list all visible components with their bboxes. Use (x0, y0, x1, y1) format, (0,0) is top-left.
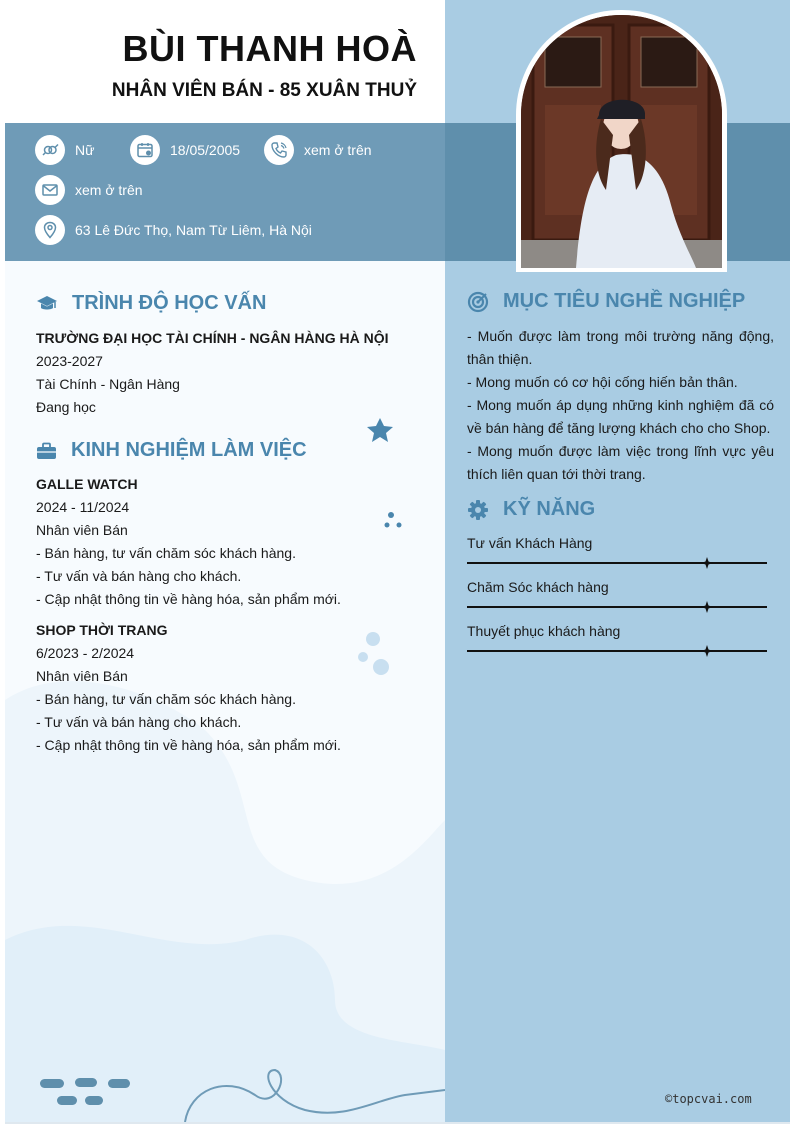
job-duty: - Tư vấn và bán hàng cho khách. (36, 714, 242, 730)
job-duty: - Bán hàng, tư vấn chăm sóc khách hàng. (36, 545, 296, 561)
gender-icon (35, 135, 65, 165)
objective-line: - Mong muốn áp dụng những kinh nghiệm đã có (467, 397, 774, 413)
contact-address (35, 215, 312, 245)
contact-dob (130, 135, 240, 165)
skill-name: Tư vấn Khách Hàng (467, 535, 593, 551)
job-role: Nhân viên Bán (36, 668, 128, 684)
objective-heading (467, 290, 745, 313)
skill-bar (467, 562, 767, 564)
skill-name: Chăm Sóc khách hàng (467, 579, 609, 595)
graduation-cap-icon (36, 295, 58, 313)
job-company: GALLE WATCH (36, 476, 138, 492)
school-name: TRƯỜNG ĐẠI HỌC TÀI CHÍNH - NGÂN HÀNG HÀ NỘI (36, 330, 389, 346)
objective-line: về bán hàng để tăng lượng khách cho cho Shop. (467, 420, 771, 436)
experience-heading (36, 439, 307, 462)
job-duty: - Cập nhật thông tin về hàng hóa, sản phẩm mới. (36, 591, 341, 607)
contact-phone (264, 135, 372, 165)
profile-photo-image (521, 15, 722, 268)
job-role: Nhân viên Bán (36, 522, 128, 538)
job-duty: - Cập nhật thông tin về hàng hóa, sản phẩm mới. (36, 737, 341, 753)
objective-line: - Mong muốn có cơ hội cống hiến bản thân. (467, 374, 738, 390)
objective-line: - Muốn được làm trong môi trường năng động, (467, 328, 774, 344)
email-value: xem ở trên (75, 182, 143, 198)
contact-gender (35, 135, 94, 165)
dob-value: 18/05/2005 (170, 142, 241, 158)
skill-bar (467, 606, 767, 608)
job-duty: - Bán hàng, tư vấn chăm sóc khách hàng. (36, 691, 296, 707)
skill-name: Thuyết phục khách hàng (467, 623, 621, 639)
job-duty: - Tư vấn và bán hàng cho khách. (36, 568, 242, 584)
objective-line: - Mong muốn được làm việc trong lĩnh vực yêu (467, 443, 774, 459)
location-pin-icon (35, 215, 65, 245)
education-status: Đang học (36, 399, 96, 415)
experience-title: KINH NGHIỆM LÀM VIỆC (71, 439, 307, 461)
job-company: SHOP THỜI TRANG (36, 622, 168, 638)
skill-bar (467, 650, 767, 652)
email-icon (35, 175, 65, 205)
target-icon (467, 291, 489, 313)
objective-line: thích liên quan tới thời trang. (467, 466, 646, 482)
calendar-icon (130, 135, 160, 165)
skill-level-marker (701, 601, 713, 613)
skills-heading (467, 498, 595, 521)
briefcase-icon (36, 442, 57, 460)
education-heading (36, 292, 266, 315)
gender-value: Nữ (75, 142, 95, 158)
candidate-name: BÙI THANH HOÀ (122, 28, 417, 69)
objective-title: MỤC TIÊU NGHỀ NGHIỆP (503, 290, 746, 312)
job-period: 6/2023 - 2/2024 (36, 645, 135, 661)
watermark: ©topcvai.com (665, 1092, 752, 1106)
contact-email (35, 175, 143, 205)
phone-value: xem ở trên (304, 142, 372, 158)
skill-level-marker (701, 557, 713, 569)
page-bottom-edge (5, 1122, 790, 1124)
cv-page (5, 0, 790, 1122)
objective-line: thân thiện. (467, 351, 533, 367)
address-value: 63 Lê Đức Thọ, Nam Từ Liêm, Hà Nội (75, 222, 312, 238)
job-period: 2024 - 11/2024 (36, 499, 130, 515)
gear-icon (467, 499, 489, 521)
phone-icon (264, 135, 294, 165)
education-major: Tài Chính - Ngân Hàng (36, 376, 180, 392)
skill-level-marker (701, 645, 713, 657)
education-title: TRÌNH ĐỘ HỌC VẤN (72, 292, 267, 314)
education-years: 2023-2027 (36, 353, 103, 369)
skills-title: KỸ NĂNG (503, 498, 596, 520)
candidate-position: NHÂN VIÊN BÁN - 85 XUÂN THUỶ (111, 80, 417, 101)
profile-photo (521, 15, 722, 268)
